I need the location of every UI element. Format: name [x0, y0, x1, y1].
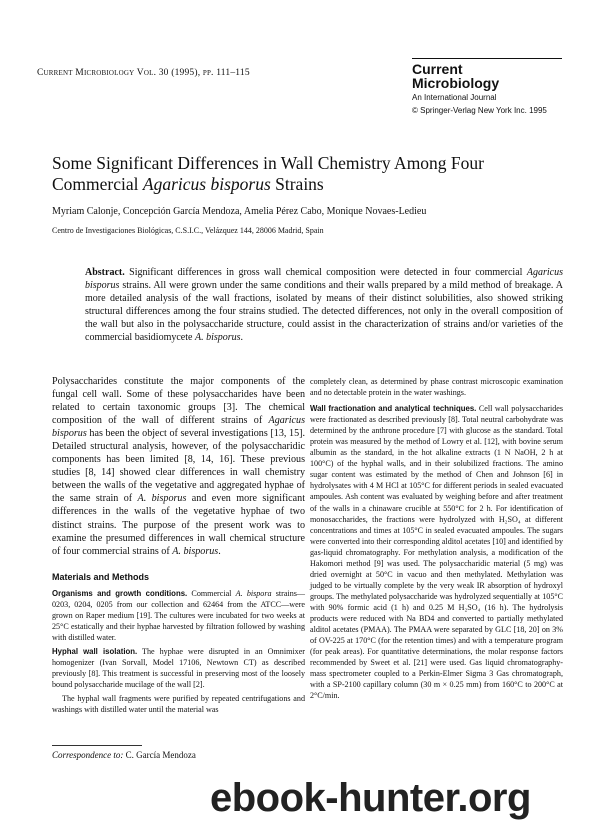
watermark: ebook-hunter.org — [210, 776, 531, 820]
brand-name-line2: Microbiology — [412, 75, 500, 91]
organisms-text-1: Commercial — [187, 588, 236, 598]
organisms-paragraph — [52, 588, 305, 643]
intro-species-2: A. bisporus — [137, 493, 187, 505]
intro-species-3: A. bisporus — [172, 545, 219, 557]
methods-left-text — [52, 588, 305, 716]
fragments-paragraph: The hyphal wall fragments were purified by repeated centrifugations and washings with distilled water until the material was — [52, 694, 305, 715]
right-column — [310, 376, 563, 701]
abstract-species-b: A. bisporus — [194, 332, 241, 344]
isolation-text: The hyphae were disrupted in an Omnimixer homogenizer (Ivan Sorvall, Model 17106, Newtown CT) as described previously [8]. This treatment is successful in preserving most of the loosely bound polysaccharide mucilage of the wall [2]. — [52, 646, 305, 690]
title-line-2 — [52, 174, 562, 195]
intro-text-3: and even more significant differences in the walls of the vegetative hyphae of two distinct strains. The purpose of the present work was to examine the presumed differences in wall chemical structure of four commercial strains of — [52, 493, 305, 557]
article-title — [52, 153, 562, 195]
journal-citation: Current Microbiology Vol. 30 (1995), pp. 111–115 — [37, 68, 250, 78]
introduction-paragraph — [52, 375, 305, 558]
left-column — [52, 375, 305, 718]
correspondence-footnote — [52, 745, 305, 760]
isolation-runin: Hyphal wall isolation. — [52, 646, 138, 656]
intro-text-4: . — [218, 545, 221, 557]
title-line-1: Some Significant Differences in Wall Chemistry Among Four — [52, 153, 484, 173]
brand-subtitle: An International Journal — [412, 93, 497, 102]
right-continuation: completely clean, as determined by phase contrast microscopic examination and no detectable protein in the water washings. — [310, 377, 563, 398]
isolation-paragraph — [52, 646, 305, 690]
fractionation-text: Cell wall polysaccharides were fractionated as described previously [8]. Total neutral carbohydrate was determined by the anthrone procedure [7] with glucose as the standard. Total protein was measured by the method of Lowry et al. [12], with bovine serum albumin as the standard, in the hot alkaline extracts (1 N NaOH, 2 h at 100°C) of the hyphal walls, and in their solubilized fractions. The amino sugar content was estimated by the method of Chen and Johnson [6] in hydrolysates with 4 M HCl at 105°C for different periods in sealed evacuated ampoules. Ash content was evaluated by weighing before and after treatment of the walls in a chinaware crucible at 550°C for 2 h. For identification of monosaccharides, the fractions were hydrolyzed with H₂SO₄ at different concentrations and times at 105°C in sealed evacuated ampoules. The sugars were converted into their corresponding alditol acetates [10] and identified by gas-liquid chromatography. For methylation analysis, a modification of the Hakomori method [9] was used. The polysaccharidic material (5 mg) was dried overnight at 50°C in vacuo and then methylated. Methylation was judged to be virtually complete by the very weak IR absorption of hydroxyl groups. The methylated polysaccharide was hydrolyzed sequentially at 105°C with 90% formic acid (1 h) and 0.25 M H₂SO₄ (16 h). The hydrolysis products were reduced with Na BD4 and converted to partially methylated alditol acetates (PMAA). The PMAA were separated by GLC [18, 20] on 3% of OV-225 at 170°C (for the retention times) and with a temperature program (for peak areas). For quantitative determinations, the molar response factors recommended by Sweet et al. [21] were used. Gas liquid chromatography-mass spectrometer coupled to a Perkin-Elmer Sigma 3 Gas chromatograph, with a SP-2100 capillary column (30 m × 0.25 mm) from 160°C to 200°C at 2°C/min. — [310, 404, 563, 701]
abstract-text-c: . — [240, 332, 244, 344]
correspondence-name: C. García Mendoza — [123, 750, 196, 760]
section-heading-methods: Materials and Methods — [52, 571, 150, 582]
author-list: Myriam Calonje, Concepción García Mendoza, Amelia Pérez Cabo, Monique Novaes-Ledieu — [52, 206, 427, 217]
brand-rule — [412, 58, 562, 59]
abstract-label: Abstract. — [85, 267, 125, 278]
affiliation: Centro de Investigaciones Biológicas, C.S.I.C., Velázquez 144, 28006 Madrid, Spain — [52, 226, 324, 235]
title-suffix: Strains — [270, 174, 324, 194]
journal-brand — [412, 58, 564, 116]
footnote-rule — [52, 745, 142, 746]
organisms-text-2: strains—0203, 0204, 0205 from our collection and 62464 from the ATCC—were grown on Raper medium [19]. The cultures were incubated for two weeks at 25°C estatically and their hyphae harvested by filtration followed by washing with distilled water. — [52, 588, 305, 642]
title-species: Agaricus bisporus — [142, 174, 271, 194]
fractionation-paragraph — [310, 403, 563, 701]
title-prefix: Commercial — [52, 174, 143, 194]
fractionation-runin: Wall fractionation and analytical techniques. — [310, 404, 477, 414]
organisms-runin: Organisms and growth conditions. — [52, 588, 188, 598]
abstract-species-a: Agaricus bisporus — [85, 267, 563, 292]
intro-species-1: Agaricus bisporus — [52, 415, 305, 440]
intro-text-2: has been the object of several investigations [13, 15]. Detailed structural analysis, however, of the polysaccharidic components has been limited [8, 14, 16]. These previous studies [8, 14] showed clear differences in wall chemistry between the walls of the vegetative and aggregated hyphae of the same strain of — [52, 428, 305, 505]
abstract — [85, 266, 563, 345]
intro-text-1: Polysaccharides constitute the major components of the fungal cell wall. Some of these polysaccharides have been related to certain taxonomic groups [3]. The chemical composition of the wall of different strains of — [52, 376, 305, 427]
copyright-notice: © Springer-Verlag New York Inc. 1995 — [412, 106, 547, 115]
organisms-species: A. bispora — [235, 588, 272, 598]
brand-name-line1: Current — [412, 61, 463, 77]
abstract-text-b: strains. All were grown under the same conditions and their walls prepared by a mild method of breakage. A more detailed analysis of the wall fractions, isolated by means of their distinct solubilities, also showed striking structural differences among the four strains studied. The detected differences, not only in the overall composition of the wall but also in the polysaccharide structure, could assist in the characterization of strains and/or varieties of the commercial basidiomycete — [85, 280, 563, 344]
correspondence-label: Correspondence to: — [52, 750, 124, 760]
abstract-text-a: Significant differences in gross wall chemical composition were detected in four commercial — [124, 267, 527, 278]
